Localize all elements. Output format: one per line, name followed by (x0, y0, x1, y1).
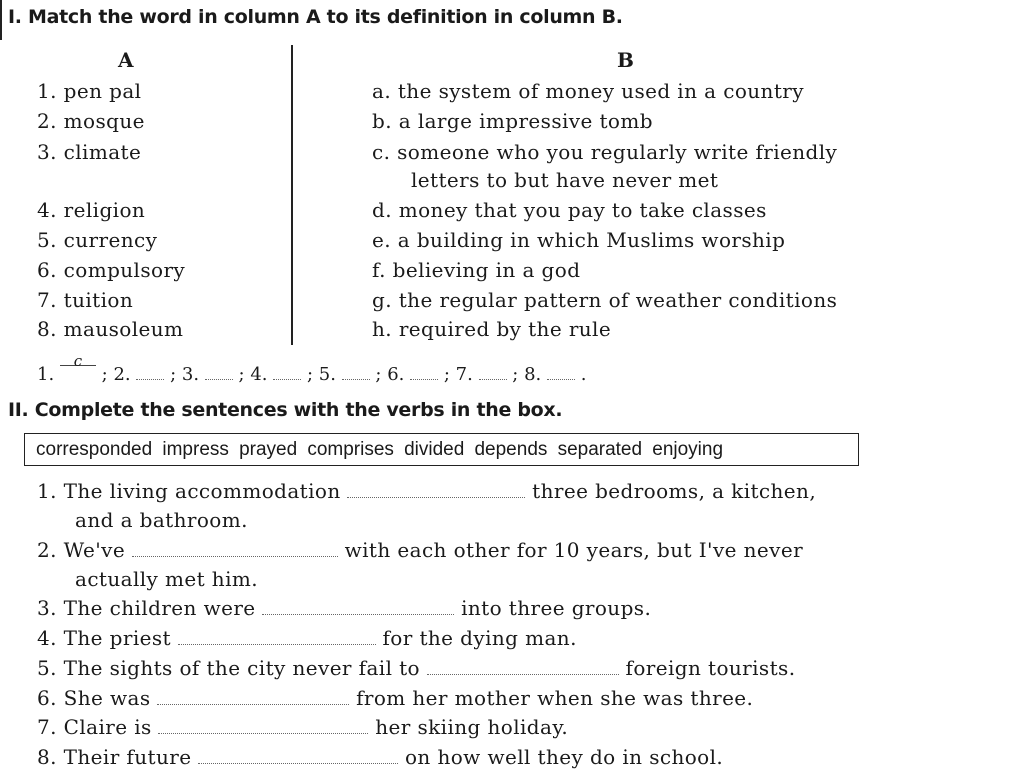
item-word: pen pal (63, 79, 142, 103)
sentence-before: Claire is (63, 715, 152, 739)
word-box-list (36, 439, 723, 461)
sentence-number: 6. (37, 686, 57, 710)
sentence (37, 686, 753, 710)
sentence-before: Their future (63, 745, 192, 769)
col-a-item (37, 317, 183, 341)
answer-blank[interactable] (410, 378, 438, 380)
item-definition: money that you pay to take classes (398, 198, 767, 222)
item-number: 2. (37, 109, 57, 133)
answer-num: ; 2. (101, 364, 131, 385)
col-b-item (372, 140, 837, 164)
answer-value: c (73, 352, 83, 370)
word-box-item: divided (404, 439, 465, 460)
item-word: climate (63, 140, 142, 164)
sentence-blank[interactable] (347, 496, 525, 498)
col-a-item (37, 198, 145, 222)
item-letter: f. (372, 258, 386, 282)
item-letter: a. (372, 79, 392, 103)
sentence-blank[interactable] (158, 732, 368, 734)
sentence (37, 596, 651, 620)
item-number: 5. (37, 228, 57, 252)
answer-end: . (580, 364, 587, 385)
sentence-number: 2. (37, 538, 57, 562)
sentence-continuation: and a bathroom. (75, 508, 248, 532)
word-box-item: enjoying (652, 439, 724, 460)
col-b-item (372, 258, 580, 282)
sentence (37, 656, 795, 680)
item-number: 4. (37, 198, 57, 222)
answer-num: ; 6. (375, 364, 405, 385)
sentence-after: for the dying man. (382, 626, 577, 650)
item-letter: e. (372, 228, 391, 252)
item-word: religion (63, 198, 146, 222)
item-definition: believing in a god (392, 258, 581, 282)
word-box-item: prayed (239, 439, 298, 460)
part1-heading: I. Match the word in column A to its definition in column B. (8, 6, 623, 28)
answer-num: ; 8. (512, 364, 542, 385)
col-a-item (37, 140, 141, 164)
column-a-header: A (118, 48, 134, 72)
item-definition: required by the rule (398, 317, 612, 341)
sentence-blank[interactable] (132, 555, 338, 557)
sentence-blank[interactable] (198, 762, 398, 764)
col-b-item (372, 228, 785, 252)
sentence-blank[interactable] (427, 673, 619, 675)
item-word: mosque (63, 109, 145, 133)
item-word: compulsory (63, 258, 186, 282)
answer-blank[interactable] (60, 352, 96, 370)
answer-blank[interactable] (479, 378, 507, 380)
word-box (24, 433, 859, 466)
answer-blank[interactable] (342, 378, 370, 380)
sentence-before: The sights of the city never fail to (63, 656, 420, 680)
sentence-number: 4. (37, 626, 57, 650)
item-word: tuition (63, 288, 134, 312)
col-a-item (37, 228, 157, 252)
sentence-before: She was (63, 686, 151, 710)
sentence-before: The living accommodation (63, 479, 341, 503)
col-b-item (372, 109, 653, 133)
sentence-before: We've (63, 538, 126, 562)
item-definition: someone who you regularly write friendly (397, 140, 838, 164)
item-number: 1. (37, 79, 57, 103)
sentence-after: on how well they do in school. (404, 745, 724, 769)
item-letter: g. (372, 288, 392, 312)
item-letter: d. (372, 198, 392, 222)
answer-num: ; 3. (170, 364, 200, 385)
sentence-after: her skiing holiday. (375, 715, 569, 739)
sentence-number: 8. (37, 745, 57, 769)
answer-row (37, 352, 587, 385)
col-a-item (37, 258, 185, 282)
sentence-blank[interactable] (157, 703, 349, 705)
sentence (37, 479, 816, 503)
sentence-after: with each other for 10 years, but I've never (344, 538, 804, 562)
sentence (37, 715, 568, 739)
word-box-item: separated (557, 439, 643, 460)
item-number: 8. (37, 317, 57, 341)
item-number: 6. (37, 258, 57, 282)
word-box-item: impress (162, 439, 229, 460)
sentence-after: into three groups. (461, 596, 652, 620)
sentence-before: The children were (63, 596, 256, 620)
answer-num: ; 4. (238, 364, 268, 385)
answer-blank[interactable] (205, 378, 233, 380)
item-number: 7. (37, 288, 57, 312)
column-b-header: B (617, 48, 634, 72)
sentence (37, 626, 577, 650)
sentence-blank[interactable] (262, 613, 454, 615)
item-definition: the system of money used in a country (397, 79, 804, 103)
column-divider (291, 45, 293, 345)
part2-heading: II. Complete the sentences with the verbs in the box. (8, 399, 563, 421)
answer-num: 1. (37, 364, 55, 385)
col-a-item (37, 79, 141, 103)
sentence-before: The priest (63, 626, 171, 650)
left-margin-bar (0, 0, 2, 40)
word-box-item: comprises (307, 439, 394, 460)
word-box-item: corresponded (36, 439, 153, 460)
word-box-item: depends (474, 439, 548, 460)
item-letter: h. (372, 317, 393, 341)
col-b-item-continuation: letters to but have never met (411, 168, 719, 192)
sentence-number: 3. (37, 596, 57, 620)
answer-blank[interactable] (136, 378, 164, 380)
col-b-item (372, 288, 837, 312)
item-letter: b. (372, 109, 392, 133)
item-word: currency (63, 228, 158, 252)
answer-blank[interactable] (273, 378, 301, 380)
item-definition: the regular pattern of weather conditions (398, 288, 838, 312)
item-definition: a building in which Muslims worship (397, 228, 786, 252)
col-a-item (37, 288, 133, 312)
sentence-continuation: actually met him. (75, 567, 259, 591)
answer-num: ; 5. (306, 364, 336, 385)
col-b-item (372, 317, 611, 341)
sentence-after: from her mother when she was three. (356, 686, 754, 710)
sentence (37, 745, 723, 769)
item-word: mausoleum (63, 317, 184, 341)
col-b-item (372, 198, 767, 222)
sentence-number: 1. (37, 479, 57, 503)
answer-num: ; 7. (443, 364, 473, 385)
sentence-after: foreign tourists. (625, 656, 796, 680)
sentence-number: 5. (37, 656, 57, 680)
answer-blank[interactable] (547, 378, 575, 380)
sentence-blank[interactable] (178, 643, 376, 645)
col-a-item (37, 109, 145, 133)
sentence-after: three bedrooms, a kitchen, (532, 479, 817, 503)
sentence (37, 538, 803, 562)
col-b-item (372, 79, 804, 103)
item-number: 3. (37, 140, 57, 164)
sentence-number: 7. (37, 715, 57, 739)
item-letter: c. (372, 140, 391, 164)
item-definition: a large impressive tomb (398, 109, 653, 133)
